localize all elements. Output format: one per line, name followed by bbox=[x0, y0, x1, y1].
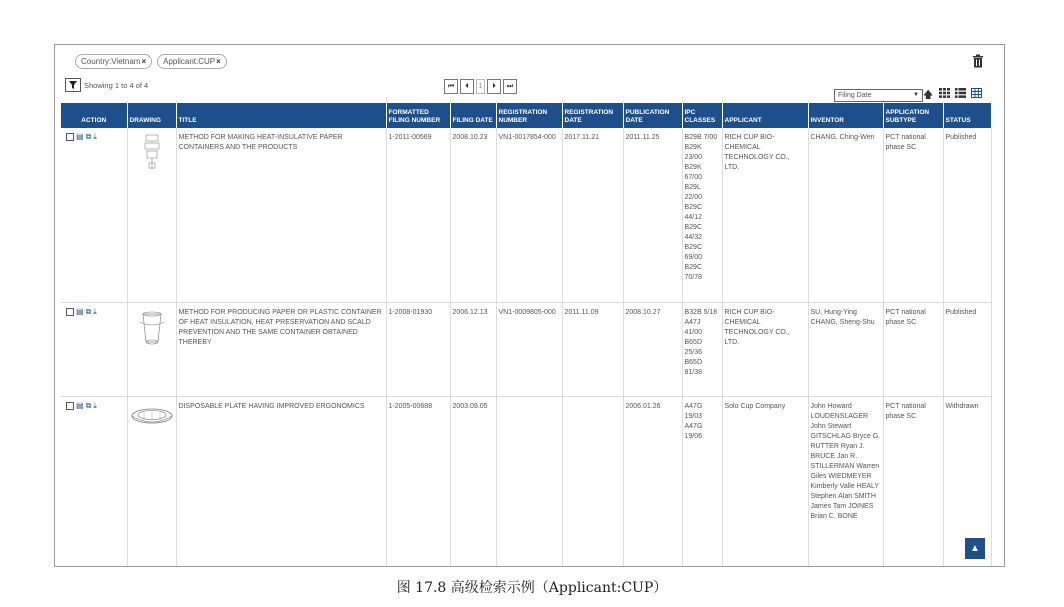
row-actions bbox=[61, 128, 127, 302]
sort-direction-icon[interactable]: 🡅 bbox=[923, 90, 934, 101]
row-publication-date: 2008.10.27 bbox=[623, 302, 682, 396]
row-ipc-classes: B32B 5/18 A47J 41/00 B65D 25/36 B65D 81/38 bbox=[682, 302, 722, 396]
row-ipc-classes: B29B 7/00 B29K 23/00 B29K 67/00 B29L 22/00 B29C 44/12 B29C 44/32 B29C 69/00 B29C 70/78 bbox=[682, 128, 722, 302]
row-filing-date: 2006.12.13 bbox=[450, 302, 496, 396]
document-icon[interactable]: ▤ bbox=[76, 132, 84, 141]
view-switcher bbox=[939, 88, 982, 98]
chip-label: Country:Vietnam bbox=[81, 57, 141, 66]
row-inventor: John Howard LOUDENSLAGER John Stewart GITSCHLAG Bryce G. RUTTER Ryan J. BRUCE Jan R. STILLERMAN Warren Giles WIEDMEYER Kimberly Valle HEALY Stephen Alan SMITH James Tam JOINES Brian C. BONE bbox=[808, 396, 883, 566]
figure-caption: 图 17.8 高级检索示例（Applicant:CUP） bbox=[396, 580, 668, 596]
patent-drawing-icon bbox=[130, 133, 174, 173]
drawing-thumbnail[interactable] bbox=[127, 128, 176, 302]
col-status[interactable]: STATUS bbox=[943, 103, 991, 128]
last-page-button[interactable]: ⏭ bbox=[503, 79, 517, 94]
row-registration-number: VN1-0017854-000 bbox=[496, 128, 562, 302]
row-filing-number: 1-2008-01930 bbox=[386, 302, 450, 396]
external-link-icon[interactable]: ⧉ bbox=[85, 306, 92, 316]
row-applicant: Solo Cup Company bbox=[722, 396, 808, 566]
results-table bbox=[61, 103, 992, 567]
download-icon[interactable]: ⤓ bbox=[93, 306, 97, 316]
row-filing-date: 2003.09.05 bbox=[450, 396, 496, 566]
next-page-button[interactable]: ⏵ bbox=[487, 79, 501, 94]
active-filters bbox=[75, 54, 227, 69]
drawing-thumbnail[interactable] bbox=[127, 302, 176, 396]
row-inventor: SU, Hung-Ying CHANG, Sheng-Shu bbox=[808, 302, 883, 396]
table-view-icon[interactable] bbox=[971, 88, 982, 98]
row-select-checkbox[interactable] bbox=[66, 402, 74, 410]
row-registration-number bbox=[496, 396, 562, 566]
caret-up-icon: ▲ bbox=[970, 543, 980, 554]
table-header-row bbox=[61, 103, 991, 128]
row-inventor: CHANG, Ching-Wen bbox=[808, 128, 883, 302]
row-applicant: RICH CUP BIO-CHEMICAL TECHNOLOGY CO., LTD. bbox=[722, 128, 808, 302]
row-subtype: PCT national phase SC bbox=[883, 128, 943, 302]
table-row bbox=[61, 302, 991, 396]
col-inventor[interactable]: INVENTOR bbox=[808, 103, 883, 128]
row-filing-number: 1-2005-00688 bbox=[386, 396, 450, 566]
table-row bbox=[61, 396, 991, 566]
row-filing-number: 1-2011-00569 bbox=[386, 128, 450, 302]
row-title[interactable]: DISPOSABLE PLATE HAVING IMPROVED ERGONOMICS bbox=[176, 396, 386, 566]
prev-page-button[interactable]: ⏴ bbox=[460, 79, 474, 94]
filter-toggle-button[interactable] bbox=[65, 78, 81, 92]
remove-chip-icon[interactable]: × bbox=[216, 57, 221, 66]
col-applicant[interactable]: APPLICANT bbox=[722, 103, 808, 128]
row-publication-date: 2006.01.26 bbox=[623, 396, 682, 566]
row-registration-date: 2011.11.09 bbox=[562, 302, 623, 396]
trash-icon[interactable] bbox=[972, 54, 984, 68]
col-title[interactable]: TITLE bbox=[176, 103, 386, 128]
row-subtype: PCT national phase SC bbox=[883, 396, 943, 566]
current-page[interactable]: 1 bbox=[476, 79, 485, 94]
col-filing-number[interactable]: FORMATTED FILING NUMBER bbox=[386, 103, 450, 128]
row-actions bbox=[61, 302, 127, 396]
patent-drawing-icon bbox=[130, 308, 174, 348]
external-link-icon[interactable]: ⧉ bbox=[85, 132, 92, 141]
row-registration-number: VN1-0009805-000 bbox=[496, 302, 562, 396]
col-action: ACTION bbox=[61, 103, 127, 128]
col-registration-number[interactable]: REGISTRATION NUMBER bbox=[496, 103, 562, 128]
external-link-icon[interactable]: ⧉ bbox=[85, 400, 92, 410]
col-application-subtype[interactable]: APPLICATION SUBTYPE bbox=[883, 103, 943, 128]
filter-chip-applicant[interactable] bbox=[157, 54, 227, 69]
row-applicant: RICH CUP BIO-CHEMICAL TECHNOLOGY CO., LTD. bbox=[722, 302, 808, 396]
row-select-checkbox[interactable] bbox=[66, 308, 74, 316]
download-icon[interactable]: ⤓ bbox=[93, 400, 97, 410]
document-icon[interactable]: ▤ bbox=[76, 306, 84, 316]
table-row bbox=[61, 128, 991, 302]
scroll-to-top-button[interactable] bbox=[965, 538, 985, 559]
row-filing-date: 2008.10.23 bbox=[450, 128, 496, 302]
filter-chip-country[interactable] bbox=[75, 54, 152, 69]
sort-select[interactable] bbox=[834, 89, 923, 102]
row-actions bbox=[61, 396, 127, 566]
col-filing-date[interactable]: FILING DATE bbox=[450, 103, 496, 128]
list-view-icon[interactable] bbox=[955, 88, 966, 98]
row-registration-date bbox=[562, 396, 623, 566]
drawing-thumbnail[interactable] bbox=[127, 396, 176, 566]
first-page-button[interactable]: ⏮ bbox=[444, 79, 458, 94]
row-publication-date: 2011.11.25 bbox=[623, 128, 682, 302]
col-ipc-classes[interactable]: IPC CLASSES bbox=[682, 103, 722, 128]
col-registration-date[interactable]: REGISTRATION DATE bbox=[562, 103, 623, 128]
results-count: Showing 1 to 4 of 4 bbox=[84, 81, 149, 90]
remove-chip-icon[interactable]: × bbox=[141, 57, 147, 66]
col-drawing: DRAWING bbox=[127, 103, 176, 128]
download-icon[interactable]: ⤓ bbox=[93, 132, 97, 141]
row-title[interactable]: METHOD FOR PRODUCING PAPER OR PLASTIC CONTAINER OF HEAT INSULATION, HEAT PRESERVATION AND SCALD PREVENTION AND THE SAME CONTAINER OBTAINED THEREBY bbox=[176, 302, 386, 396]
row-status: Published bbox=[943, 302, 991, 396]
row-status: Published bbox=[943, 128, 991, 302]
grid-view-icon[interactable] bbox=[939, 88, 950, 98]
row-status: Withdrawn bbox=[943, 396, 991, 566]
row-title[interactable]: METHOD FOR MAKING HEAT-INSULATIVE PAPER CONTAINERS AND THE PRODUCTS bbox=[176, 128, 386, 302]
chevron-down-icon: ▼ bbox=[913, 92, 919, 98]
patent-drawing-icon bbox=[130, 402, 174, 432]
chip-label: Applicant:CUP bbox=[163, 57, 216, 66]
search-results-panel bbox=[54, 44, 1005, 567]
col-publication-date[interactable]: PUBLICATION DATE bbox=[623, 103, 682, 128]
row-ipc-classes: A47G 19/03 A47G 19/06 bbox=[682, 396, 722, 566]
row-select-checkbox[interactable] bbox=[66, 133, 74, 141]
sort-selected-value: Filing Date bbox=[838, 92, 872, 99]
row-subtype: PCT national phase SC bbox=[883, 302, 943, 396]
filter-icon bbox=[69, 81, 77, 89]
document-icon[interactable]: ▤ bbox=[76, 400, 84, 410]
row-registration-date: 2017.11.21 bbox=[562, 128, 623, 302]
pagination bbox=[444, 79, 517, 94]
